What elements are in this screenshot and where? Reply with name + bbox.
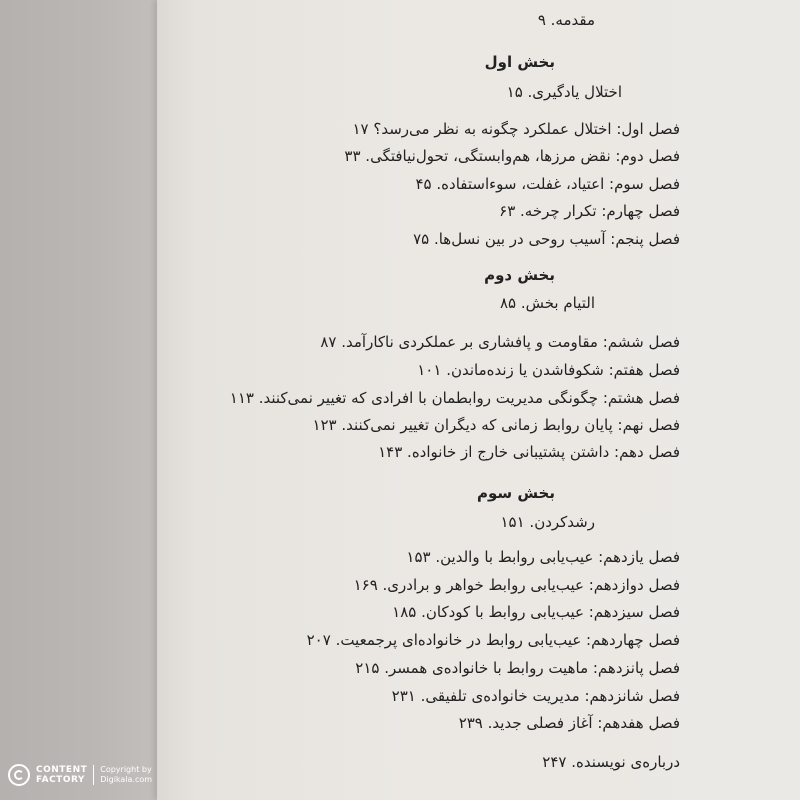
toc-entry-ch8: فصل هشتم: چگونگی مدیریت روابطمان با افرادی که تغییر نمی‌کنند. ۱۱۳ (229, 389, 680, 407)
toc-entry-ch7: فصل هفتم: شکوفاشدن یا زنده‌ماندن. ۱۰۱ (417, 361, 680, 379)
toc-entry-ch4: فصل چهارم: تکرار چرخه. ۶۳ (499, 202, 680, 220)
watermark-copy-line1: Copyright by (100, 765, 152, 774)
toc-entry-ch15: فصل پانزدهم: ماهیت روابط با خانواده‌ی همسر. ۲۱۵ (355, 659, 680, 677)
about-author-entry: درباره‌ی نویسنده. ۲۴۷ (542, 753, 680, 771)
watermark (8, 764, 152, 786)
toc-entry-ch16: فصل شانزدهم: مدیریت خانواده‌ی تلفیقی. ۲۳۱ (391, 687, 680, 705)
toc-entry-ch11: فصل یازدهم: عیب‌یابی روابط با والدین. ۱۵۳ (406, 548, 680, 566)
watermark-brand-line2: FACTORY (36, 775, 85, 785)
toc-entry-ch12: فصل دوازدهم: عیب‌یابی روابط خواهر و برادری. ۱۶۹ (353, 576, 680, 594)
toc-entry-ch9: فصل نهم: پایان روابط زمانی که دیگران تغییر نمی‌کنند. ۱۲۳ (312, 416, 680, 434)
watermark-brand-line1: CONTENT (36, 765, 88, 775)
watermark-divider (93, 765, 94, 785)
part3-subtitle: رشدکردن. ۱۵۱ (500, 513, 595, 531)
toc-entry-ch3: فصل سوم: اعتیاد، غفلت، سوءاستفاده. ۴۵ (415, 175, 680, 193)
part3-heading: بخش سوم (476, 484, 555, 502)
book-page (157, 0, 800, 800)
content-factory-logo-icon (8, 764, 30, 786)
part2-heading: بخش دوم (484, 266, 555, 284)
toc-entry-ch17: فصل هفدهم: آغاز فصلی جدید. ۲۳۹ (458, 714, 680, 732)
part1-subtitle: اختلال یادگیری. ۱۵ (506, 83, 622, 101)
toc-entry-ch2: فصل دوم: نقض مرزها، هم‌وابستگی، تحول‌نیافتگی. ۳۳ (344, 147, 680, 165)
toc-entry-ch13: فصل سیزدهم: عیب‌یابی روابط با کودکان. ۱۸۵ (392, 603, 680, 621)
toc-entry-ch5: فصل پنجم: آسیب روحی در بین نسل‌ها. ۷۵ (413, 230, 680, 248)
toc-entry-ch6: فصل ششم: مقاومت و پافشاری بر عملکردی ناکارآمد. ۸۷ (320, 333, 680, 351)
toc-entry-ch1: فصل اول: اختلال عملکرد چگونه به نظر می‌رسد؟ ۱۷ (352, 120, 680, 138)
book-edge-shadow (0, 0, 160, 800)
watermark-copy-line2: Digikala.com (100, 775, 153, 784)
intro-entry: مقدمه. ۹ (537, 11, 595, 29)
watermark-brand (36, 765, 87, 785)
toc-entry-ch10: فصل دهم: داشتن پشتیبانی خارج از خانواده. ۱۴۳ (378, 443, 680, 461)
part2-subtitle: التیام بخش. ۸۵ (499, 294, 595, 312)
toc-entry-ch14: فصل چهاردهم: عیب‌یابی روابط در خانواده‌ای پرجمعیت. ۲۰۷ (306, 631, 680, 649)
part1-heading: بخش اول (484, 53, 555, 71)
watermark-copyright (100, 765, 152, 785)
